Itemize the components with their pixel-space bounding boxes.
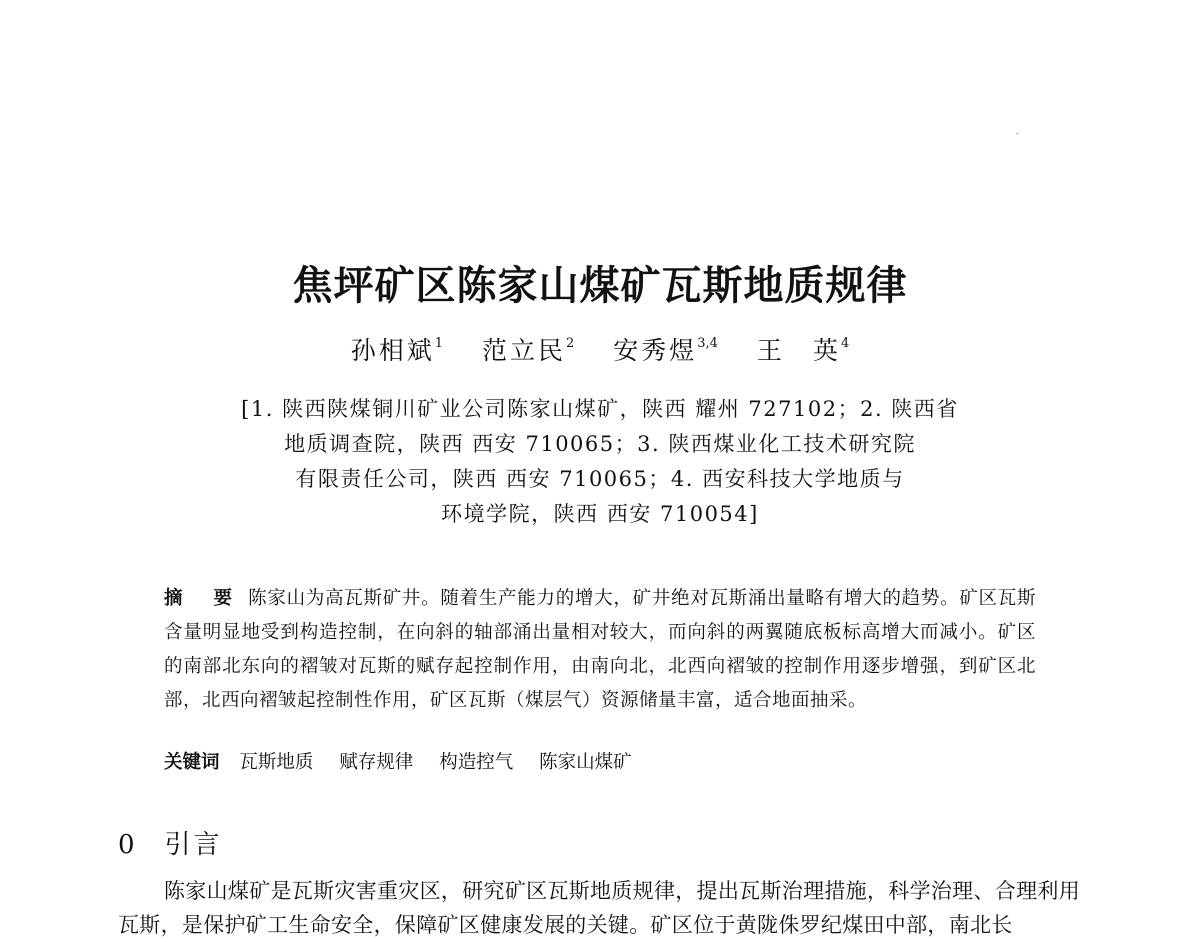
affiliations: [150, 392, 1050, 532]
keyword: 瓦斯地质: [239, 752, 314, 773]
affiliation-line: [1. 陕西陕煤铜川矿业公司陈家山煤矿，陕西 耀州 727102；2. 陕西省: [241, 397, 959, 421]
author: [757, 326, 849, 369]
author-affiliation-mark: 2: [566, 336, 575, 351]
author-name: 孙相斌: [350, 336, 435, 365]
section-heading: [118, 827, 223, 863]
affiliation-line: 地质调查院，陕西 西安 710065；3. 陕西煤业化工技术研究院: [284, 432, 916, 456]
author: [613, 326, 718, 369]
body-paragraph: 陈家山煤矿是瓦斯灾害重灾区，研究矿区瓦斯地质规律，提出瓦斯治理措施，科学治理、合理利用瓦斯，是保护矿工生命安全，保障矿区健康发展的关键。矿区位于黄陇侏罗纪煤田中部，南北长: [118, 879, 1080, 937]
author-affiliation-mark: 1: [434, 336, 444, 351]
author-name: 王 英: [756, 336, 841, 365]
keyword: 赋存规律: [339, 752, 414, 773]
author-name: 范立民: [482, 336, 567, 365]
author: [351, 326, 443, 369]
section-number: 0: [118, 830, 135, 860]
keyword: 构造控气: [439, 752, 514, 773]
abstract-label: 摘 要: [164, 588, 239, 609]
author-affiliation-mark: 3,4: [697, 336, 718, 351]
affiliation-line: 环境学院，陕西 西安 710054]: [441, 502, 759, 526]
affiliation-line: 有限责任公司，陕西 西安 710065；4. 西安科技大学地质与: [295, 467, 905, 491]
section-title: 引言: [164, 830, 223, 860]
keyword: 陈家山煤矿: [539, 752, 632, 773]
scan-artifact-dot: [1016, 133, 1018, 134]
keywords: [164, 746, 1036, 780]
paper-title: 焦坪矿区陈家山煤矿瓦斯地质规律: [292, 262, 908, 309]
author-name: 安秀煜: [613, 336, 698, 365]
author-list: [0, 326, 1200, 369]
abstract: [164, 582, 1036, 718]
author-affiliation-mark: 4: [840, 336, 850, 351]
keywords-label: 关键词: [164, 752, 220, 773]
author: [482, 326, 574, 369]
abstract-text: 陈家山为高瓦斯矿井。随着生产能力的增大，矿井绝对瓦斯涌出量略有增大的趋势。矿区瓦斯含量明显地受到构造控制，在向斜的轴部涌出量相对较大，而向斜的两翼随底板标高增大而减小。矿区的南部北东向的褶皱对瓦斯的赋存起控制作用，由南向北，北西向褶皱的控制作用逐步增强，到矿区北部，北西向褶皱起控制性作用，矿区瓦斯（煤层气）资源储量丰富，适合地面抽采。: [164, 588, 1036, 711]
